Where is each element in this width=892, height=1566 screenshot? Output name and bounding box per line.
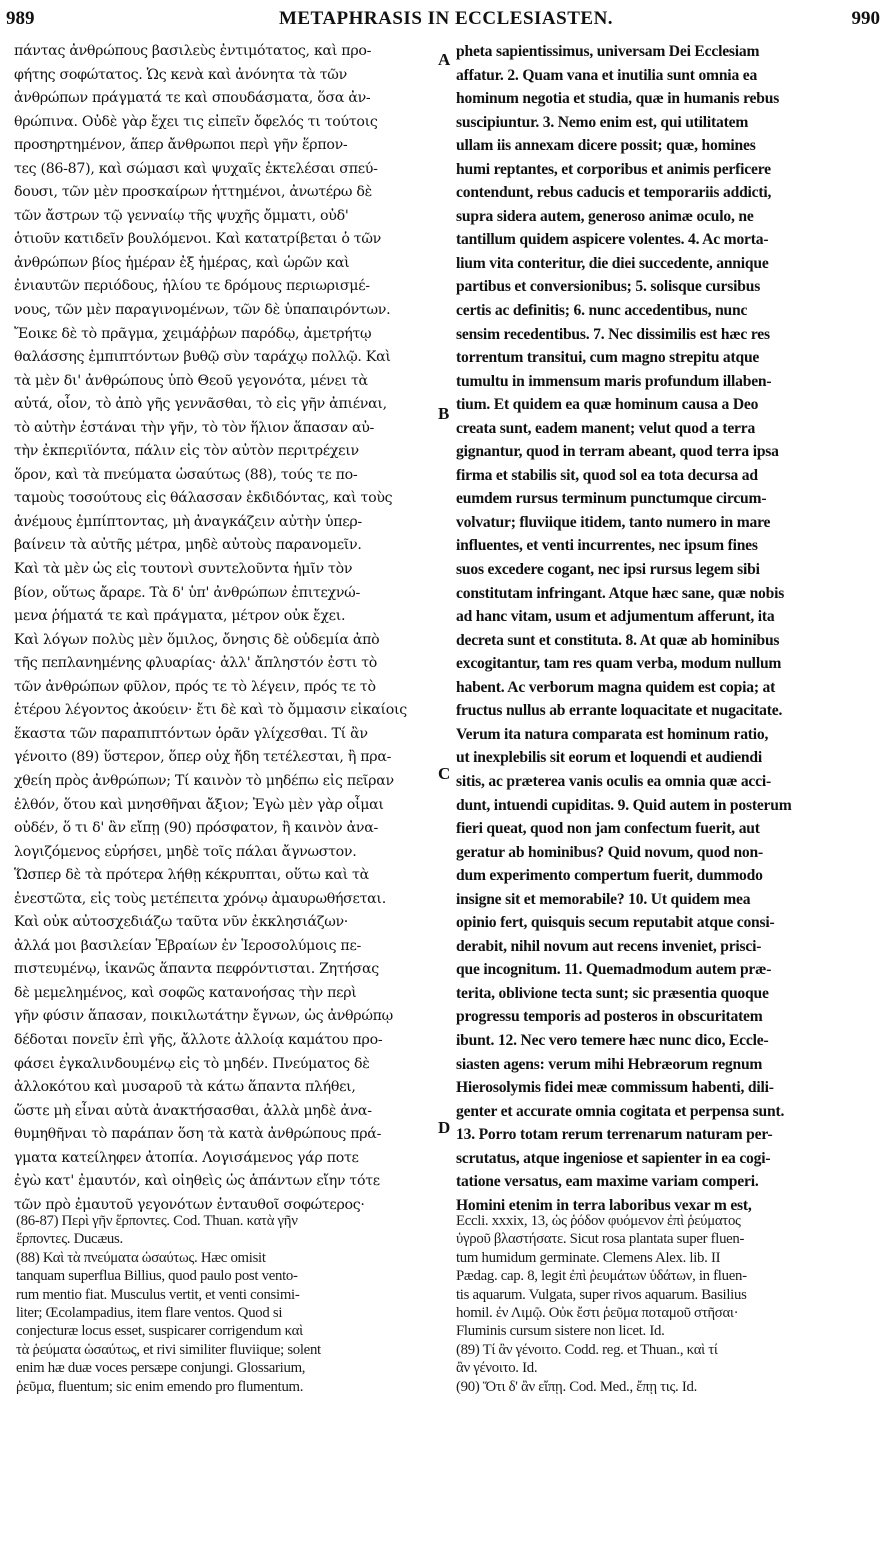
greek-text-line: οὐδέν, ὅ τι δ' ἂν εἴπῃ (90) πρόσφατον, ἢ καινὸν ἀνα-: [14, 820, 378, 837]
greek-text-line: λογιζόμενος εὑρήσει, μηδὲ τοῖς πάλαι ἄγνωστον.: [14, 843, 357, 860]
greek-text-line: μενα ῥήματά τε καὶ πράγματα, μέτρον οὐκ ἔχει.: [14, 608, 346, 625]
footnote-line: (86-87) Περὶ γῆν ἕρποντες. Cod. Thuan. κατὰ γῆν: [16, 1213, 298, 1229]
latin-text-line: certis ac definitis; 6. nunc accedentibus, nunc: [456, 302, 748, 320]
greek-text-line: τῶν ἄστρων τῷ γενναίῳ τῆς ψυχῆς ὄμματι, οὐδ': [14, 207, 349, 224]
latin-text-line: Homini etenim in terra laboribus vexar m est,: [456, 1196, 752, 1214]
latin-text-line: creata sunt, eadem manent; velut quod a terra: [456, 419, 756, 437]
latin-text-line: humi reptantes, et corporibus et animis perficere: [456, 160, 771, 178]
latin-text-line: supra sidera autem, generoso animæ oculo, ne: [456, 207, 754, 225]
running-header: [0, 6, 892, 32]
footnote-line: conjecturæ locus esset, suspicarer corrigendum καὶ: [16, 1323, 303, 1340]
latin-text-line: sitis, ac præterea vanis oculis ea omnia quæ acci-: [456, 772, 771, 790]
latin-text-line: hominum negotia et studia, quæ in humanis rebus: [456, 90, 780, 108]
latin-text-line: tatione versatus, eam maxime variam comperi.: [456, 1173, 759, 1191]
latin-text-line: contendunt, rebus caducis et temporariis addicti,: [456, 184, 772, 202]
footnote-line: enim hæ duæ voces persæpe conjungi. Glossarium,: [16, 1360, 306, 1377]
latin-text-line: dunt, intuendi cupiditas. 9. Quid autem in posterum: [456, 796, 792, 814]
greek-text-line: φήτης σοφώτατος. Ὡς κενὰ καὶ ἀνόνητα τὰ τῶν: [14, 66, 347, 83]
footnote-line: ῥεῦμα, fluentum; sic enim emendo pro flumentum.: [16, 1378, 304, 1395]
greek-text-line: ἀνθρώπων βίος ἡμέραν ἐξ ἡμέρας, καὶ ὡρῶν καὶ: [14, 254, 350, 271]
footnote-line: τὰ ῥεύματα ὡσαύτως, et rivi similiter fluviique; solent: [16, 1341, 321, 1358]
greek-text-line: ὅρον, καὶ τὰ πνεύματα ὡσαύτως (88), τούς τε πο-: [14, 466, 358, 483]
footnote-line: homil. ἐν Λιμῷ. Οὐκ ἔστι ῥεῦμα ποταμοῦ στῆσαι·: [456, 1304, 739, 1321]
latin-text-line: derabit, nihil novum aut recens inveniet, prisci-: [456, 937, 762, 955]
greek-text-line: βαίνειν τὰ αὐτῆς μέτρα, μηδὲ αὐτοὺς παρανομεῖν.: [14, 537, 362, 554]
greek-text-line: γῆν φύσιν ἅπασαν, ποικιλωτάτην ἔγνων, ὡς ἀνθρώπῳ: [14, 1008, 393, 1025]
latin-text-line: siasten agens: verum mihi Hebræorum regnum: [456, 1055, 763, 1073]
latin-text-line: gignantur, quod in terram abeant, quod terra ipsa: [456, 443, 779, 461]
latin-text-line: ullam iis annexam dicere possit; quæ, homines: [456, 137, 756, 155]
footnotes-left: [16, 1212, 436, 1396]
latin-text-line: insigne sit et memorabile? 10. Ut quidem mea: [456, 890, 751, 908]
latin-text-line: lium vita conteritur, die diei succedente, annique: [456, 254, 769, 272]
footnote-line: tanquam superflua Billius, quod paulo post vento-: [16, 1268, 298, 1285]
latin-text-line: Verum ita natura comparata est hominum ratio,: [456, 725, 769, 743]
footnote-line: rum mentio fiat. Musculus vertit, et venti consimi-: [16, 1286, 300, 1303]
latin-text-line: genter et accurate omnia cogitata et perpensa sunt.: [456, 1102, 785, 1120]
latin-text-line: fieri queat, quod non jam confectum fuerit, aut: [456, 820, 760, 838]
greek-text-line: νους, τῶν μὲν παραγινομένων, τῶν δὲ ὑπαπαιρόντων.: [14, 302, 391, 319]
latin-text-line: torrentum transitui, cum magno strepitu atque: [456, 349, 760, 367]
footnote-line: liter; Œcolampadius, item flare ventos. Quod si: [16, 1304, 283, 1321]
greek-text-line: γένοιτο (89) ὕστερον, ὅπερ οὐχ ἤδη τετέλεσται, ἢ πρα-: [14, 749, 392, 766]
footnote-line: tum humidum germinate. Clemens Alex. lib. II: [456, 1249, 721, 1266]
running-title: METAPHRASIS IN ECCLESIASTEN.: [278, 8, 614, 29]
latin-text-line: constitutam infringant. Atque hæc sane, quæ nobis: [456, 584, 785, 602]
greek-text-line: τὴν ἐκπεριϊόντα, πάλιν εἰς τὸν αὐτὸν περιτρέχειν: [14, 443, 359, 460]
latin-text-line: tumultu in immensum maris profundum illaben-: [456, 372, 772, 390]
footnote-line: Fluminis cursum sistere non licet. Id.: [456, 1323, 665, 1340]
greek-text-line: τὸ αὐτὴν ἑστάναι τὴν γῆν, τὸ τὸν ἥλιον ἅπασαν αὐ-: [14, 419, 375, 436]
greek-text-line: πάντας ἀνθρώπους βασιλεὺς ἐντιμότατος, καὶ προ-: [14, 43, 372, 59]
greek-text-line: θυμηθῆναι τὸ παράπαν ὅση τὰ κατὰ ἀνθρώπους πρά-: [14, 1126, 382, 1143]
latin-text-line: ut inexplebilis sit eorum et loquendi et audiendi: [456, 749, 763, 767]
greek-text-line: φάσει ἐγκαλινδουμένῳ εἰς τὸ μηδέν. Πνεύματος δὲ: [14, 1055, 370, 1072]
footnote-line: (90) Ὅτι δ' ἂν εἴπῃ. Cod. Med., ἔπῃ τις. Id.: [456, 1378, 697, 1395]
greek-text-line: τῶν ἀνθρώπων φῦλον, πρός τε τὸ λέγειν, πρός τε τὸ: [14, 678, 376, 695]
latin-text-line: Hierosolymis fidei meæ commissum habenti, dili-: [456, 1079, 774, 1097]
margin-letter-b: B: [438, 404, 450, 423]
greek-text-line: δουσι, τῶν μὲν προσκαίρων ἡττημένοι, ἀνωτέρω δὲ: [14, 184, 372, 201]
greek-text-line: ἑτέρου λέγοντος ἀκούειν· ἔτι δὲ καὶ τὸ ὄμμασιν εἰκαίοις: [14, 702, 407, 719]
greek-text-line: ἀλλοκότου καὶ μυσαροῦ τὰ κάτω ἅπαντα πλήθει,: [14, 1079, 356, 1096]
latin-text-line: fructus nullus ab errante loquacitate et nugacitate.: [456, 702, 783, 720]
latin-text-line: ad hanc vitam, usum et adjumentum afferunt, ita: [456, 608, 775, 626]
latin-text-line: progressu temporis ad posteros in obscuritatem: [456, 1008, 763, 1026]
footnote-line: Pædag. cap. 8, legit ἐπὶ ῥευμάτων ὑδάτων, in fluen-: [456, 1268, 747, 1285]
greek-text-line: δὲ μεμελημένος, καὶ σοφῶς κατανοήσας τὴν περὶ: [14, 984, 357, 1001]
latin-text-line: decreta sunt et constituta. 8. At quæ ab hominibus: [456, 631, 780, 649]
greek-text-line: ὁτιοῦν κατιδεῖν βουλόμενοι. Καὶ κατατρίβεται ὁ τῶν: [14, 231, 381, 248]
latin-text-line: excogitantur, tam res quam verba, modum nullum: [456, 655, 782, 673]
latin-text-line: opinio fert, quisquis secum reputabit atque consi-: [456, 914, 775, 932]
latin-text-line: geratur ab hominibus? Quid novum, quod non-: [456, 843, 763, 861]
latin-text-line: scrutatus, atque ingeniose et sapienter in ea cogi-: [456, 1149, 771, 1167]
footnote-line: Eccli. xxxix, 13, ὡς ῥόδον φυόμενον ἐπὶ ῥεύματος: [456, 1213, 741, 1229]
footnotes-right: [456, 1212, 880, 1396]
latin-text-line: 13. Porro totam rerum terrenarum naturam per-: [456, 1126, 773, 1144]
greek-text-line: πιστευμένῳ, ἱκανῶς ἅπαντα πεφρόντισται. Ζητήσας: [14, 961, 379, 978]
latin-text-column: [456, 40, 880, 1217]
margin-letter-d: D: [438, 1118, 451, 1137]
greek-text-line: τὰ μὲν δι' ἀνθρώπους ὑπὸ Θεοῦ γεγονότα, μένει τὰ: [14, 372, 368, 389]
footnote-line: ἕρποντες. Ducæus.: [16, 1231, 123, 1248]
greek-text-line: ἐνιαυτῶν περιόδους, ἡλίου τε δρόμους περιωρισμέ-: [14, 278, 370, 295]
latin-text-line: suscipiuntur. 3. Nemo enim est, qui utilitatem: [456, 113, 749, 131]
margin-letter-c: C: [438, 764, 451, 783]
greek-text-line: προσηρτημένον, ἅπερ ἄνθρωποι περὶ γῆν ἕρπον-: [14, 137, 348, 154]
latin-text-line: eumdem rursus terminum punctumque circum-: [456, 490, 767, 508]
latin-text-line: tantillum quidem aspicere volentes. 4. Ac morta-: [456, 231, 769, 249]
greek-text-line: βίον, οὕτως ἄραρε. Τὰ δ' ὑπ' ἀνθρώπων ἐπιτεχνώ-: [14, 584, 360, 601]
page-number-left: 989: [6, 8, 35, 29]
latin-text-line: dum experimento compertum fuerit, dummodo: [456, 867, 763, 885]
latin-text-line: volvatur; fluviique itidem, tanto numero in mare: [456, 513, 771, 531]
latin-text-line: pheta sapientissimus, universam Dei Ecclesiam: [456, 43, 760, 60]
greek-text-column: [14, 40, 432, 1217]
greek-text-line: τῆς πεπλανημένης φλυαρίας· ἀλλ' ἄπληστόν ἐστι τὸ: [14, 655, 378, 672]
greek-text-line: θαλάσσης ἐμπιπτόντων βυθῷ σὺν ταράχῳ πολλῷ. Καὶ: [14, 349, 391, 366]
greek-text-line: ἐλθόν, ὅτου καὶ μνησθῆναι ἄξιον; Ἐγὼ μὲν γὰρ οἶμαι: [14, 796, 384, 813]
latin-text-line: suos excedere cogant, nec ipsi rursus legem sibi: [456, 561, 760, 579]
latin-text-line: terita, oblivione tecta sunt; sic præsentia quoque: [456, 984, 769, 1002]
greek-text-line: τῶν πρὸ ἐμαυτοῦ γεγονότων ἐνταυθοῖ σοφώτερος·: [14, 1196, 365, 1213]
greek-text-line: ἕκαστα τῶν παραπιπτόντων ὁρᾶν γλίχεσθαι. Τί ἂν: [14, 725, 368, 742]
greek-text-line: γματα κατείληφεν ἀτοπία. Λογισάμενος γάρ ποτε: [14, 1149, 359, 1166]
footnote-line: tis aquarum. Vulgata, super rivos aquarum. Basilius: [456, 1286, 747, 1303]
latin-text-line: ibunt. 12. Nec vero temere hæc nunc dico, Eccle-: [456, 1031, 769, 1049]
greek-text-line: ὥστε μὴ εἶναι αὐτὰ ἀνακτήσασθαι, ἀλλὰ μηδὲ ἀνα-: [14, 1102, 372, 1119]
greek-text-line: δέδοται πονεῖν ἐπὶ γῆς, ἄλλοτε ἀλλοίᾳ καμάτου προ-: [14, 1031, 383, 1048]
page-number-right: 990: [851, 8, 880, 29]
greek-text-line: Ἔοικε δὲ τὸ πρᾶγμα, χειμάῤῥων παρόδῳ, ἀμετρήτῳ: [14, 325, 372, 342]
latin-text-line: que incognitum. 11. Quemadmodum autem præ-: [456, 961, 772, 979]
margin-letter-a: A: [438, 50, 451, 69]
latin-text-line: partibus et conversionibus; 5. solisque cursibus: [456, 278, 761, 296]
greek-text-line: αὐτά, οἷον, τὸ ἀπὸ γῆς γεννᾶσθαι, τὸ εἰς γῆν ἀπιέναι,: [14, 396, 387, 413]
footnote-line: ὑγροῦ βλαστήσατε. Sicut rosa plantata super fluen-: [456, 1231, 745, 1248]
greek-text-line: ἐγὼ κατ' ἐμαυτόν, καὶ οἰηθεὶς ὡς ἁπάντων εἴην τότε: [14, 1173, 380, 1190]
latin-text-line: tium. Et quidem ea quæ hominum causa a Deo: [456, 396, 759, 414]
footnote-line: (89) Τί ἂν γένοιτο. Codd. reg. et Thuan., καὶ τί: [456, 1341, 718, 1358]
greek-text-line: Καὶ λόγων πολὺς μὲν ὅμιλος, ὄνησις δὲ οὐδεμία ἀπὸ: [14, 631, 380, 648]
footnote-line: ἂν γένοιτο. Id.: [456, 1360, 538, 1377]
greek-text-line: θρώπινα. Οὐδὲ γὰρ ἔχει τις εἰπεῖν ὄφελός τι τούτοις: [14, 113, 378, 130]
greek-text-line: χθείη πρὸς ἀνθρώπων; Τί καινὸν τὸ μηδέπω εἰς πεῖραν: [14, 772, 394, 789]
greek-text-line: Ὥσπερ δὲ τὰ πρότερα λήθῃ κέκρυπται, οὕτω καὶ τὰ: [14, 867, 369, 884]
greek-text-line: ταμοὺς τοσούτους εἰς θάλασσαν ἐκδιδόντας, καὶ τοὺς: [14, 490, 393, 507]
footnote-line: (88) Καὶ τὰ πνεύματα ὡσαύτως. Hæc omisit: [16, 1249, 266, 1266]
latin-text-line: affatur. 2. Quam vana et inutilia sunt omnia ea: [456, 66, 758, 84]
latin-text-line: influentes, et venti incurrentes, nec ipsum fines: [456, 537, 758, 555]
greek-text-line: ἐνεστῶτα, εἰς τοὺς μετέπειτα χρόνῳ ἀμαυρωθήσεται.: [14, 890, 386, 907]
latin-text-line: sensim recedentibus. 7. Nec dissimilis est hæc res: [456, 325, 770, 343]
greek-text-line: τες (86-87), καὶ σώμασι καὶ ψυχαῖς ἐκτελέσαι σπεύ-: [14, 160, 378, 177]
greek-text-line: Καὶ οὐκ αὐτοσχεδιάζω ταῦτα νῦν ἐκκλησιάζων·: [14, 914, 349, 931]
latin-text-line: firma et stabilis sit, quod sol ea tota decursa ad: [456, 466, 758, 484]
greek-text-line: Καὶ τὰ μὲν ὡς εἰς τουτονὶ συντελοῦντα ἡμῖν τὸν: [14, 561, 353, 578]
greek-text-line: ἀλλά μοι βασιλείαν Ἑβραίων ἐν Ἱεροσολύμοις πε-: [14, 937, 362, 954]
latin-text-line: habent. Ac verborum magna quidem est copia; at: [456, 678, 776, 696]
greek-text-line: ἀνέμους ἐμπίπτοντας, μὴ ἀναγκάζειν αὐτὴν ὑπερ-: [14, 513, 362, 530]
greek-text-line: ἀνθρώπων πράγματά τε καὶ σπουδάσματα, ὅσα ἀν-: [14, 90, 371, 107]
